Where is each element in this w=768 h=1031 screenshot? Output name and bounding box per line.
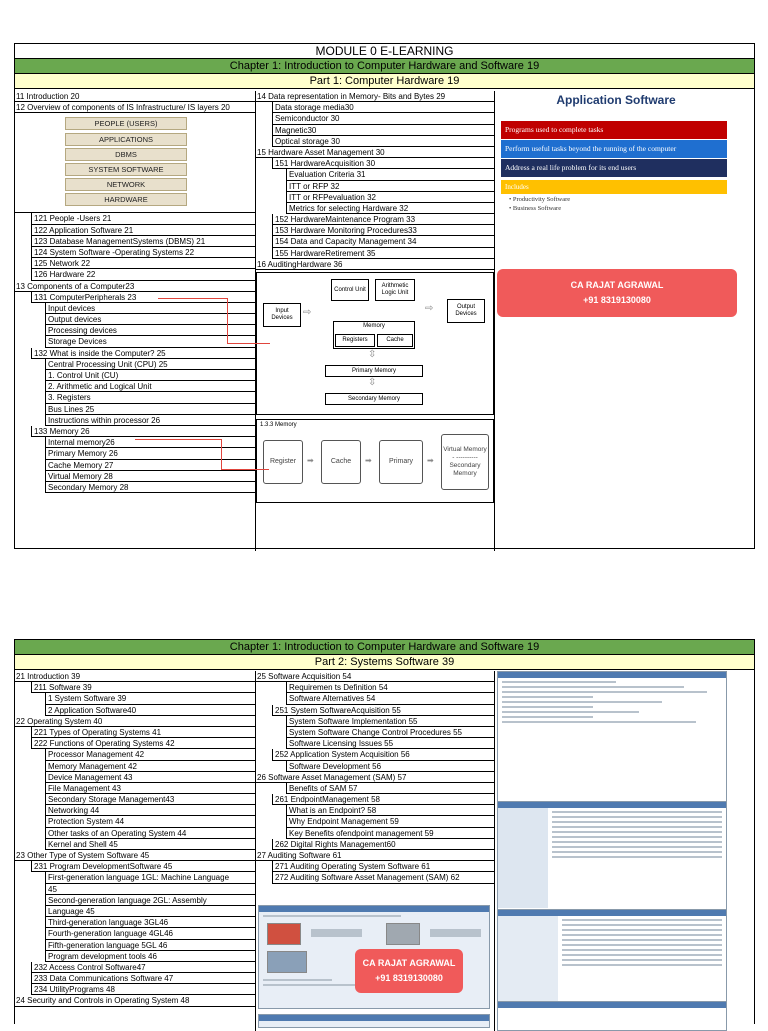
toc-entry[interactable]: 271 Auditing Operating System Software 61: [272, 861, 494, 872]
toc-entry[interactable]: File Management 43: [45, 783, 255, 794]
toc-entry[interactable]: 125 Network 22: [31, 258, 255, 269]
control-panel-screenshot: [497, 1001, 727, 1031]
toc-sheet-systems-software: [14, 639, 755, 1024]
toc-entry[interactable]: 222 Functions of Operating Systems 42: [31, 738, 255, 749]
toc-entry[interactable]: 151 HardwareAcquisition 30: [272, 158, 494, 169]
toc-entry[interactable]: 21 Introduction 39: [15, 671, 255, 682]
toc-entry[interactable]: 221 Types of Operating Systems 41: [31, 727, 255, 738]
slide-band: Address a real life problem for its end users: [501, 159, 727, 177]
toc-entry[interactable]: Central Processing Unit (CPU) 25: [45, 359, 255, 370]
is-layer: DBMS: [65, 148, 187, 161]
toc-entry[interactable]: Software Alternatives 54: [286, 693, 494, 704]
secondary-memory-box: Secondary Memory: [325, 393, 423, 405]
toc-entry[interactable]: 121 People -Users 21: [31, 213, 255, 224]
toc-entry[interactable]: 234 UtilityPrograms 48: [31, 984, 255, 995]
toc-entry[interactable]: ITT or RFP 32: [286, 181, 494, 192]
toc-entry[interactable]: Networking 44: [45, 805, 255, 816]
toc-entry[interactable]: 25 Software Acquisition 54: [256, 671, 494, 682]
memory-heading: 1.3.3 Memory: [260, 422, 297, 428]
toc-entry[interactable]: 27 Auditing Software 61: [256, 850, 494, 861]
toc-entry[interactable]: Instructions within processor 26: [45, 415, 255, 426]
toc-entry[interactable]: Fifth-generation language 5GL 46: [45, 940, 255, 951]
toc-entry[interactable]: Kernel and Shell 45: [45, 839, 255, 850]
is-layer: APPLICATIONS: [65, 133, 187, 146]
toc-entry[interactable]: 252 Application System Acquisition 56: [272, 749, 494, 760]
alu-box: Arithmetic Logic Unit: [375, 279, 415, 301]
arrow-right-icon: ⇨: [303, 307, 312, 318]
bullet-item: • Productivity Software: [509, 196, 571, 203]
double-arrow-icon: ⇳: [368, 377, 377, 388]
virtual-secondary-box: Virtual Memory - ---------- Secondary Memory: [441, 434, 489, 490]
toc-column-middle: [256, 91, 494, 477]
toc-entry[interactable]: 1. Control Unit (CU): [45, 370, 255, 381]
includes-list: [509, 195, 570, 213]
input-devices-box: Input Devices: [263, 303, 301, 327]
toc-entry[interactable]: 231 Program DevelopmentSoftware 45: [31, 861, 255, 872]
toc-entry[interactable]: 13 Components of a Computer23: [15, 281, 255, 292]
toc-entry[interactable]: 261 EndpointManagement 58: [272, 794, 494, 805]
application-software-slide: [495, 91, 737, 241]
toc-entry[interactable]: Second-generation language 2GL: Assembly: [45, 895, 255, 906]
arrow-right-icon: ⇨: [425, 303, 434, 314]
primary-level-box: Primary: [379, 440, 423, 484]
toc-entry[interactable]: Other tasks of an Operating System 44: [45, 828, 255, 839]
contact-name: CA RAJAT AGRAWAL: [362, 958, 456, 968]
part-header: Part 1: Computer Hardware 19: [15, 74, 754, 89]
toc-entry[interactable]: Key Benefits ofendpoint management 59: [286, 828, 494, 839]
toc-entry[interactable]: Processor Management 42: [45, 749, 255, 760]
toc-entry[interactable]: 124 System Software -Operating Systems 22: [31, 247, 255, 258]
toc-entry[interactable]: Processing devices: [45, 325, 255, 336]
toc-entry[interactable]: ITT or RFPevaluation 32: [286, 192, 494, 203]
register-box: Register: [263, 440, 303, 484]
toc-entry[interactable]: 26 Software Asset Management (SAM) 57: [256, 772, 494, 783]
contact-name: CA RAJAT AGRAWAL: [570, 280, 664, 290]
is-layer: NETWORK: [65, 178, 187, 191]
toc-entry[interactable]: Cache Memory 27: [45, 460, 255, 471]
cpu-block-diagram: [256, 272, 494, 415]
toc-entry[interactable]: 23 Other Type of System Software 45: [15, 850, 255, 861]
memory-box: Memory: [333, 321, 415, 349]
contact-card: [497, 269, 737, 317]
toc-entry[interactable]: Software Development 56: [286, 761, 494, 772]
toc-entry[interactable]: Virtual Memory 28: [45, 471, 255, 482]
part-header: Part 2: Systems Software 39: [15, 655, 754, 670]
toc-entry[interactable]: 131 ComputerPeripherals 23: [31, 292, 255, 303]
slide-title: Application Software: [556, 93, 676, 107]
toc-entry[interactable]: First-generation language 1GL: Machine Language: [45, 872, 255, 883]
toc-entry[interactable]: Secondary Storage Management43: [45, 794, 255, 805]
slide-band: Programs used to complete tasks: [501, 121, 727, 139]
toc-entry[interactable]: 14 Data representation in Memory- Bits and Bytes 29: [256, 91, 494, 102]
is-layer: SYSTEM SOFTWARE: [65, 163, 187, 176]
toc-entry[interactable]: Storage Devices: [45, 336, 255, 347]
cache-level-box: Cache: [321, 440, 361, 484]
toc-entry[interactable]: Requiremen ts Definition 54: [286, 682, 494, 693]
toc-entry[interactable]: 1 System Software 39: [45, 693, 255, 704]
toc-column-middle: [256, 671, 494, 884]
includes-band: Includes: [501, 180, 727, 194]
toc-entry[interactable]: 262 Digital Rights Management60: [272, 839, 494, 850]
toc-entry[interactable]: 153 Hardware Monitoring Procedures33: [272, 225, 494, 236]
toc-entry[interactable]: Benefits of SAM 57: [286, 783, 494, 794]
toc-entry[interactable]: Input devices: [45, 303, 255, 314]
toc-entry[interactable]: 233 Data Communications Software 47: [31, 973, 255, 984]
output-devices-box: Output Devices: [447, 299, 485, 323]
toc-entry[interactable]: System Software Change Control Procedures 55: [286, 727, 494, 738]
primary-memory-box: Primary Memory: [325, 365, 423, 377]
toc-entry[interactable]: 3. Registers: [45, 392, 255, 403]
arrow-right-icon: ➡: [365, 456, 372, 465]
toc-entry[interactable]: Secondary Memory 28: [45, 482, 255, 493]
toc-entry[interactable]: 2. Arithmetic and Logical Unit: [45, 381, 255, 392]
toc-entry[interactable]: Magnetic30: [272, 125, 494, 136]
is-layers-figure: [15, 113, 255, 213]
toc-entry[interactable]: 11 Introduction 20: [15, 91, 255, 102]
toc-entry[interactable]: Fourth-generation language 4GL46: [45, 928, 255, 939]
slide-band: Perform useful tasks beyond the running of the computer: [501, 140, 727, 158]
password-dialog-screenshot: [497, 671, 727, 811]
toc-entry[interactable]: Program development tools 46: [45, 951, 255, 962]
toc-entry[interactable]: 211 Software 39: [31, 682, 255, 693]
change-account-screenshot: [258, 1014, 490, 1028]
contact-phone: +91 8319130080: [583, 295, 651, 305]
toc-entry[interactable]: Semiconductor 30: [272, 113, 494, 124]
toc-sheet-hardware: [14, 43, 755, 549]
chapter-header: Chapter 1: Introduction to Computer Hardware and Software 19: [15, 59, 754, 74]
toc-entry[interactable]: 12 Overview of components of IS Infrastructure/ IS layers 20: [15, 102, 255, 113]
toc-entry[interactable]: Evaluation Criteria 31: [286, 169, 494, 180]
toc-entry[interactable]: Why Endpoint Management 59: [286, 816, 494, 827]
toc-entry[interactable]: 15 Hardware Asset Management 30: [256, 147, 494, 158]
toc-entry[interactable]: 24 Security and Controls in Operating System 48: [15, 995, 255, 1006]
toc-entry[interactable]: System Software Implementation 55: [286, 716, 494, 727]
double-arrow-icon: ⇳: [368, 349, 377, 360]
toc-entry[interactable]: Bus Lines 25: [45, 404, 255, 415]
toc-entry[interactable]: 126 Hardware 22: [31, 269, 255, 280]
toc-entry[interactable]: 251 System SoftwareAcquisition 55: [272, 705, 494, 716]
control-unit-box: Control Unit: [331, 279, 369, 301]
toc-entry[interactable]: Memory Management 42: [45, 761, 255, 772]
toc-entry[interactable]: 133 Memory 26: [31, 426, 255, 437]
toc-entry[interactable]: Data storage media30: [272, 102, 494, 113]
toc-entry[interactable]: 22 Operating System 40: [15, 716, 255, 727]
toc-entry[interactable]: Third-generation language 3GL46: [45, 917, 255, 928]
toc-entry[interactable]: 232 Access Control Software47: [31, 962, 255, 973]
is-layers-stack: [65, 117, 187, 208]
toc-entry[interactable]: Primary Memory 26: [45, 448, 255, 459]
registers-box: Registers: [335, 334, 375, 347]
module-title: MODULE 0 E-LEARNING: [15, 44, 754, 59]
toc-column-left: [15, 671, 255, 1007]
chapter-header: Chapter 1: Introduction to Computer Hardware and Software 19: [15, 640, 754, 655]
contact-phone: +91 8319130080: [375, 973, 443, 983]
toc-entry[interactable]: Metrics for selecting Hardware 32: [286, 203, 494, 214]
toc-entry[interactable]: Device Management 43: [45, 772, 255, 783]
bullet-item: • Business Software: [509, 205, 562, 212]
toc-entry[interactable]: Output devices: [45, 314, 255, 325]
toc-entry[interactable]: 132 What is inside the Computer? 25: [31, 348, 255, 359]
toc-entry[interactable]: 152 HardwareMaintenance Program 33: [272, 214, 494, 225]
toc-entry[interactable]: 272 Auditing Software Asset Management (SAM) 62: [272, 872, 494, 883]
toc-entry[interactable]: Language 45: [45, 906, 255, 917]
toc-entry[interactable]: 122 Application Software 21: [31, 225, 255, 236]
toc-entry[interactable]: What is an Endpoint? 58: [286, 805, 494, 816]
toc-entry[interactable]: Internal memory26: [45, 437, 255, 448]
toc-entry[interactable]: Software Licensing Issues 55: [286, 738, 494, 749]
admin-tools-screenshot: [497, 801, 727, 911]
toc-entry[interactable]: 16 AuditingHardware 36: [256, 259, 494, 270]
arrow-right-icon: ➡: [427, 456, 434, 465]
arrow-right-icon: ➡: [307, 456, 314, 465]
is-layer: PEOPLE (USERS): [65, 117, 187, 130]
toc-entry[interactable]: 154 Data and Capacity Management 34: [272, 236, 494, 247]
toc-entry[interactable]: 123 Database ManagementSystems (DBMS) 21: [31, 236, 255, 247]
cache-box: Cache: [377, 334, 413, 347]
toc-column-left: [15, 91, 255, 493]
toc-entry[interactable]: 155 HardwareRetirement 35: [272, 248, 494, 259]
toc-entry[interactable]: Protection System 44: [45, 816, 255, 827]
toc-entry[interactable]: 2 Application Software40: [45, 705, 255, 716]
is-layer: HARDWARE: [65, 193, 187, 206]
memory-hierarchy-diagram: [256, 419, 494, 503]
toc-entry[interactable]: Optical storage 30: [272, 136, 494, 147]
contact-card: [355, 949, 463, 993]
toc-entry[interactable]: 45: [45, 884, 255, 895]
